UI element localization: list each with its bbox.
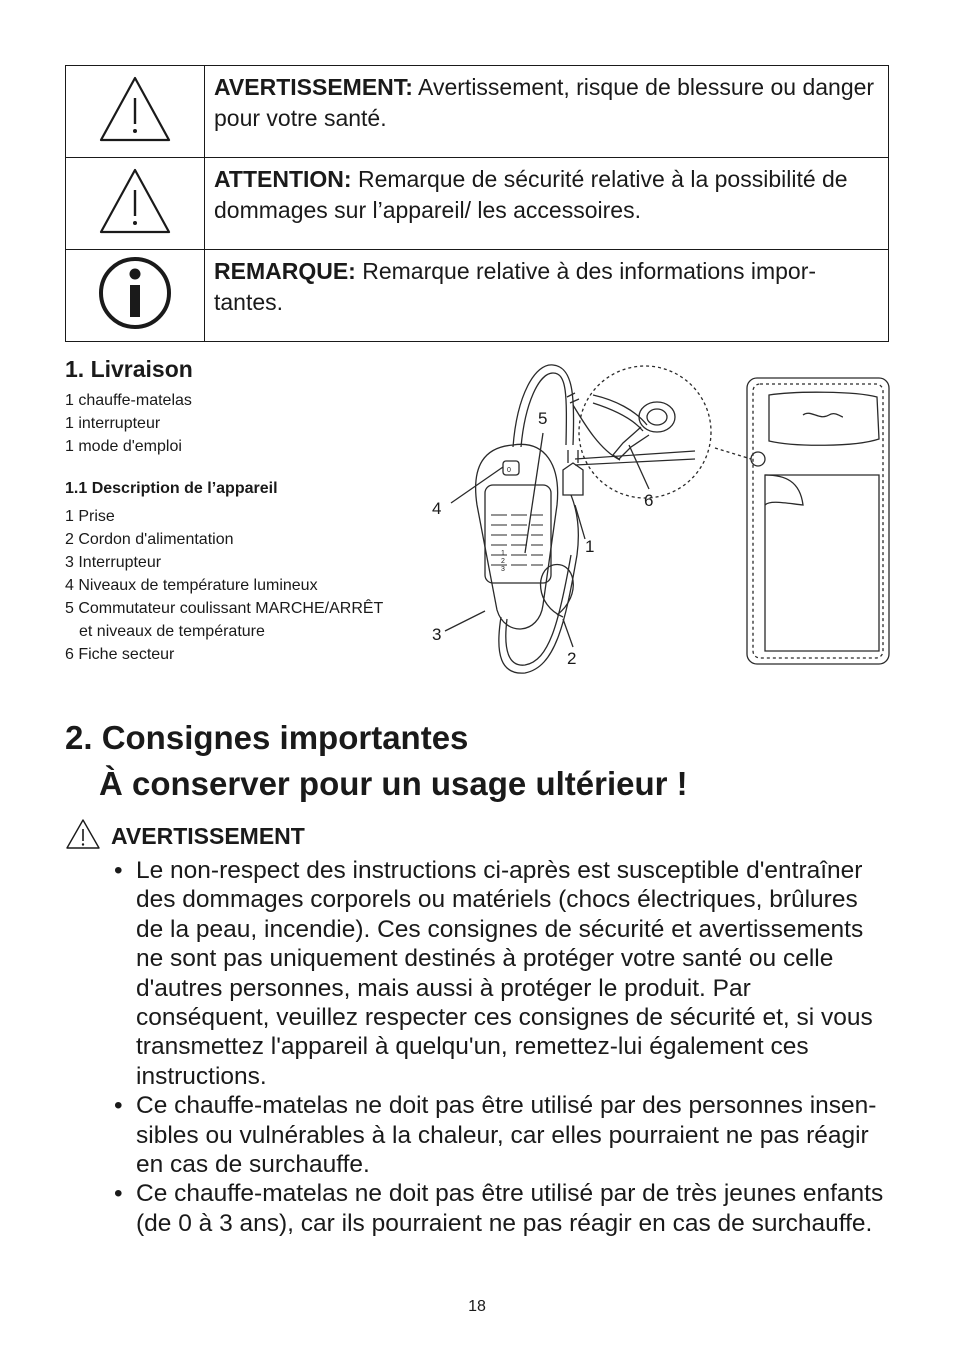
callout-label: 3 [432, 625, 442, 644]
callout-label: 6 [644, 491, 654, 510]
info-icon [66, 250, 205, 342]
list-item: 1 interrupteur [65, 415, 161, 432]
page-number: 18 [468, 1298, 486, 1315]
list-item: 4 Niveaux de température lumineux [65, 577, 318, 594]
list-item: 3 Interrupteur [65, 554, 162, 571]
switch-mark: 0 [507, 467, 511, 474]
section-2-subtitle: À conserver pour un usage ultérieur ! [99, 765, 688, 802]
warning-triangle-icon [66, 158, 205, 250]
delivery-heading: 1. Livraison [65, 356, 193, 382]
description-list [65, 505, 425, 666]
symbol-table [65, 65, 889, 342]
symbol-row-remarque [66, 250, 889, 342]
symbol-row-warning [66, 66, 889, 158]
list-item: 1 Prise [65, 508, 115, 525]
callout-label: 5 [538, 409, 548, 428]
symbol-description: Remarque de sécurité relative à la possibilité de dommages sur l’appareil/ les accessoires. [214, 166, 848, 223]
list-item: 1 mode d'emploi [65, 438, 182, 455]
symbol-description: Remarque relative à des informations impor-tantes. [214, 258, 817, 315]
list-item: 2 Cordon d'alimentation [65, 531, 234, 548]
warning-heading [65, 818, 305, 850]
warning-label: AVERTISSEMENT [111, 823, 305, 849]
section-2-heading [65, 715, 688, 807]
callout-label: 4 [432, 499, 442, 518]
symbol-label: AVERTISSEMENT: [214, 74, 413, 100]
list-item: 5 Commutateur coulissant MARCHE/ARRÊT [65, 600, 384, 617]
switch-mark: 3 [501, 566, 505, 573]
device-drawing [425, 355, 895, 685]
list-item: 6 Fiche secteur [65, 646, 175, 663]
callout-label: 1 [585, 537, 595, 556]
symbol-text [205, 250, 889, 342]
warning-triangle-icon [66, 66, 205, 158]
switch-mark: 1 [501, 550, 505, 557]
list-item: et niveaux de température [79, 623, 265, 640]
description-heading: 1.1 Description de l’appareil [65, 480, 278, 497]
switch-mark: 2 [501, 558, 505, 565]
list-item: • Le non-respect des instructions ci-après est susceptible d'entraîner des dommages corporels ou matériels (chocs électriques, brûlures de la peau, incendie). Ces consignes de sécurité et avertissements ne sont pas uniquement destinés à protéger votre santé ou celle d'autres personnes, mais aussi à protéger le produit. Par conséquent, veuillez respecter ces consignes de sécurité et, si vous transmettez l'appareil à quelqu'un, remettez-lui également ces instructions. [114, 856, 890, 1091]
device-illustration [425, 355, 895, 685]
section-2-title: 2. Consignes importantes [65, 719, 469, 756]
symbol-text [205, 158, 889, 250]
list-item: • Ce chauffe-matelas ne doit pas être utilisé par des personnes insen-sibles ou vulnérables à la chaleur, car elles pourraient ne pas réagir en cas de surchauffe. [114, 1091, 890, 1179]
list-item: 1 chauffe-matelas [65, 392, 192, 409]
symbol-text [205, 66, 889, 158]
warning-bullet-list [114, 856, 890, 1238]
symbol-description: Avertissement, risque de blessure ou danger pour votre santé. [214, 74, 875, 131]
callout-label: 2 [567, 649, 577, 668]
delivery-list [65, 389, 425, 458]
symbol-row-attention [66, 158, 889, 250]
delivery-section [65, 356, 425, 666]
symbol-label: REMARQUE: [214, 258, 356, 284]
symbol-label: ATTENTION: [214, 166, 352, 192]
warning-triangle-icon [65, 818, 101, 850]
list-item: • Ce chauffe-matelas ne doit pas être utilisé par de très jeunes enfants (de 0 à 3 ans), car ils pourraient ne pas réagir en cas de surchauffe. [114, 1179, 890, 1238]
